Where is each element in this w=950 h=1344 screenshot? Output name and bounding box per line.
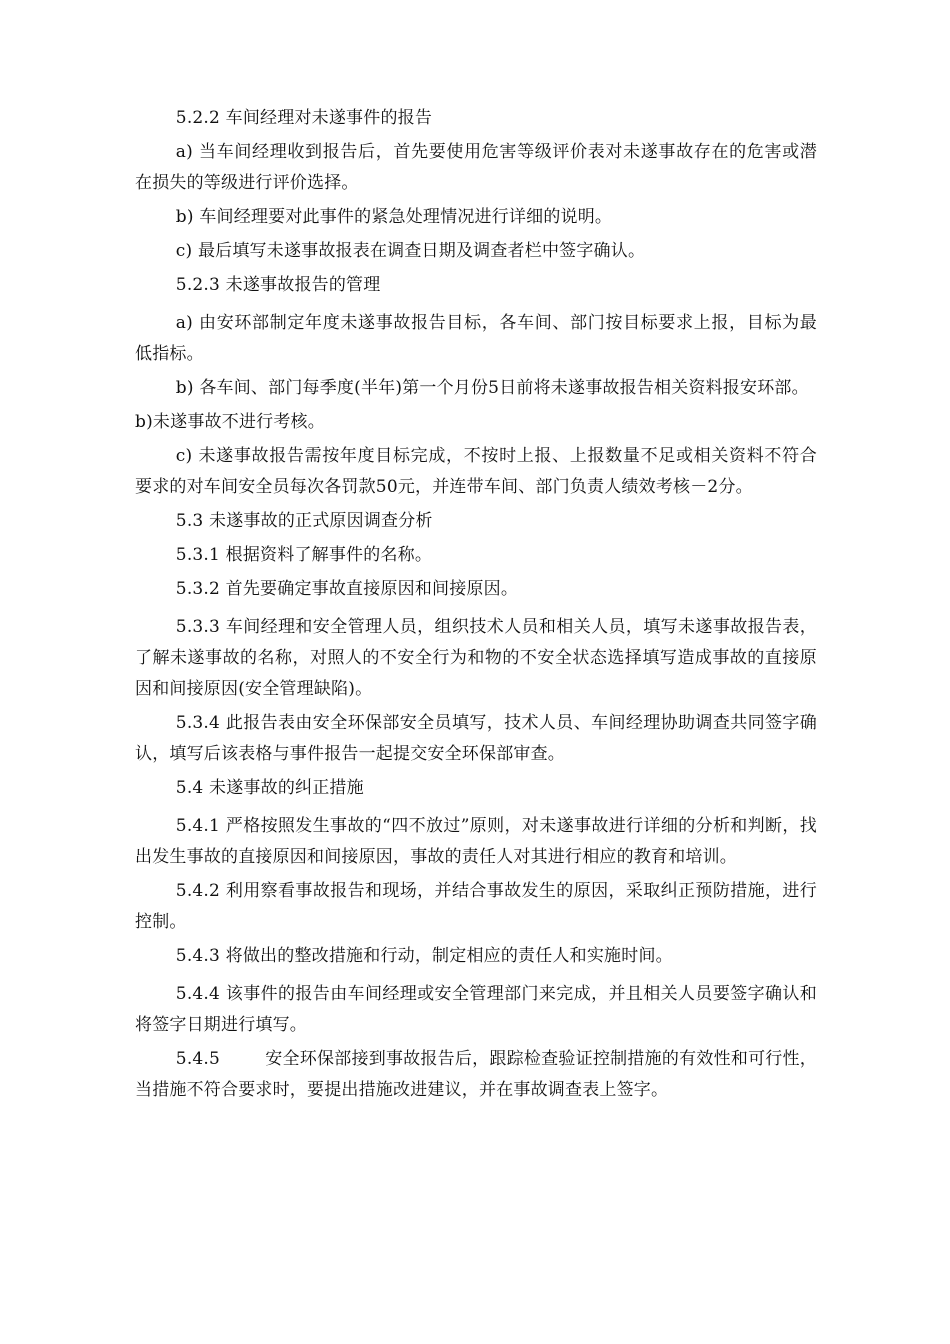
heading-5-3: 5.3 未遂事故的正式原因调查分析 xyxy=(175,511,433,531)
item-5-2-2-b: b) 车间经理要对此事件的紧急处理情况进行详细的说明。 xyxy=(175,207,613,227)
document-page xyxy=(135,103,817,1109)
item-5-3-4: 5.3.4 此报告表由安全环保部安全员填写，技术人员、车间经理协助调查共同签字确认，填写后该表格与事件报告一起提交安全环保部审查。 xyxy=(135,713,817,764)
item-5-2-3-b: b) 各车间、部门每季度(半年)第一个月份5日前将未遂事故报告相关资料报安环部。 xyxy=(175,378,809,398)
item-5-2-3-a: a) 由安环部制定年度未遂事故报告目标，各车间、部门按目标要求上报，目标为最低指标。 xyxy=(135,313,817,364)
item-5-2-2-a: a) 当车间经理收到报告后，首先要使用危害等级评价表对未遂事故存在的危害或潜在损失的等级进行评价选择。 xyxy=(135,142,817,193)
item-5-2-3-c: c) 未遂事故报告需按年度目标完成，不按时上报、上报数量不足或相关资料不符合要求的对车间安全员每次各罚款50元，并连带车间、部门负责人绩效考核－2分。 xyxy=(135,446,817,497)
heading-5-2-2: 5.2.2 车间经理对未遂事件的报告 xyxy=(175,108,433,128)
heading-5-2-3: 5.2.3 未遂事故报告的管理 xyxy=(175,275,381,295)
heading-5-4: 5.4 未遂事故的纠正措施 xyxy=(175,778,364,798)
item-5-2-2-c: c) 最后填写未遂事故报表在调查日期及调查者栏中签字确认。 xyxy=(175,241,646,261)
item-5-3-1: 5.3.1 根据资料了解事件的名称。 xyxy=(175,545,433,565)
item-5-4-3: 5.4.3 将做出的整改措施和行动，制定相应的责任人和实施时间。 xyxy=(175,946,673,966)
item-5-4-4: 5.4.4 该事件的报告由车间经理或安全管理部门来完成，并且相关人员要签字确认和将签字日期进行填写。 xyxy=(135,984,817,1035)
item-5-3-3: 5.3.3 车间经理和安全管理人员，组织技术人员和相关人员，填写未遂事故报告表，了解未遂事故的名称，对照人的不安全行为和物的不安全状态选择填写造成事故的直接原因和间接原因(安全管理缺陷)。 xyxy=(135,617,817,699)
item-5-3-2: 5.3.2 首先要确定事故直接原因和间接原因。 xyxy=(175,579,519,599)
item-5-4-2: 5.4.2 利用察看事故报告和现场，并结合事故发生的原因，采取纠正预防措施，进行控制。 xyxy=(135,881,817,932)
item-5-4-1: 5.4.1 严格按照发生事故的“四不放过”原则，对未遂事故进行详细的分析和判断，找出发生事故的直接原因和间接原因，事故的责任人对其进行相应的教育和培训。 xyxy=(135,816,817,867)
item-5-4-5: 5.4.5 安全环保部接到事故报告后，跟踪检查验证控制措施的有效性和可行性，当措施不符合要求时，要提出措施改进建议，并在事故调查表上签字。 xyxy=(135,1049,817,1100)
item-5-2-3-b2: b)未遂事故不进行考核。 xyxy=(135,412,325,432)
